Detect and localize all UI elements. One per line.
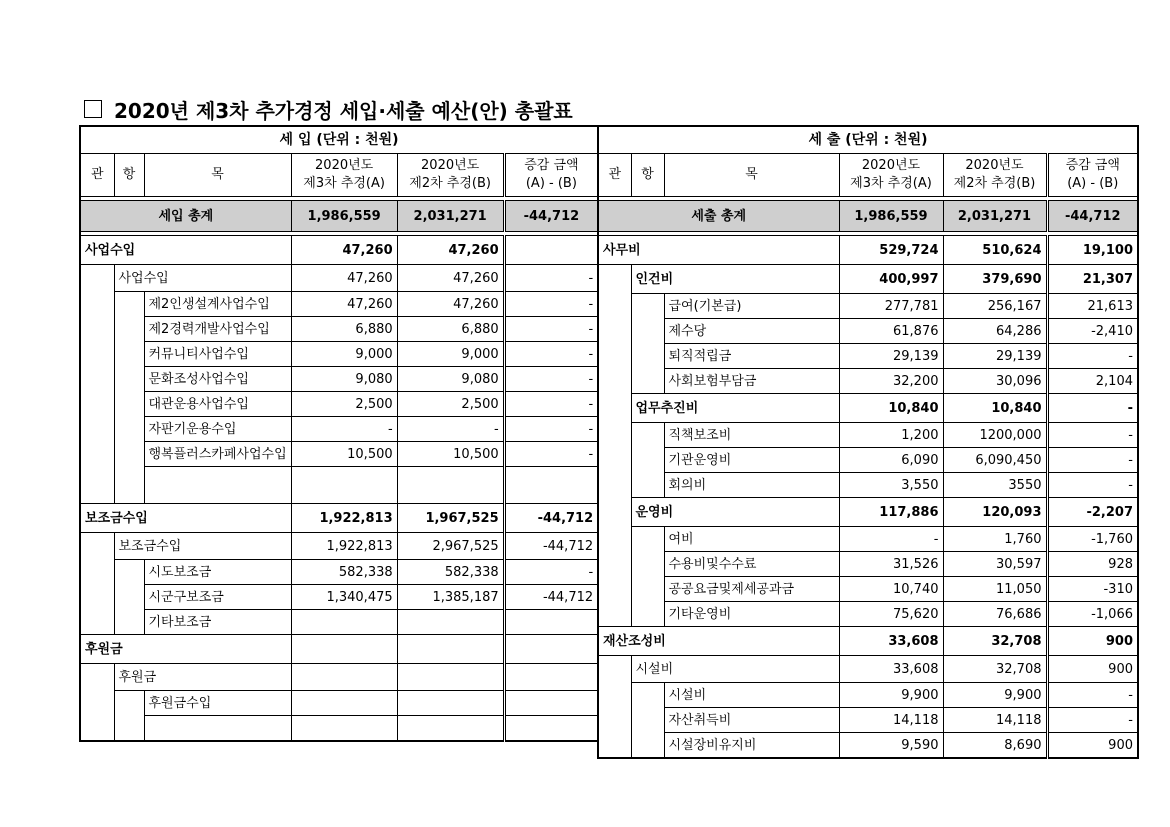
col-mok: 목 — [664, 154, 839, 197]
hang-label: 시설비 — [631, 656, 839, 683]
mok-label: 시설장비유지비 — [664, 733, 839, 759]
value-c: 928 — [1047, 552, 1138, 577]
indent-cell — [80, 392, 114, 417]
expense-row — [598, 319, 1138, 344]
indent-cell — [598, 369, 631, 394]
value-a: 117,886 — [839, 498, 943, 527]
value-a: 31,526 — [839, 552, 943, 577]
indent-cell — [631, 344, 664, 369]
value-b: 8,690 — [943, 733, 1047, 759]
value-a: 10,500 — [291, 442, 397, 467]
value-a: 1,340,475 — [291, 585, 397, 610]
value-a: 61,876 — [839, 319, 943, 344]
value-a: - — [291, 417, 397, 442]
expense-row — [598, 236, 1138, 265]
col-a-line1: 2020년도 — [861, 158, 921, 174]
value-b: 2,500 — [397, 392, 504, 417]
indent-cell — [631, 423, 664, 448]
indent-cell — [631, 294, 664, 319]
value-c: 21,613 — [1047, 294, 1138, 319]
income-row — [80, 504, 598, 533]
value-b: 1,967,525 — [397, 504, 504, 533]
value-b: 1,760 — [943, 527, 1047, 552]
income-total-a: 1,986,559 — [291, 201, 397, 232]
mok-label: 퇴직적립금 — [664, 344, 839, 369]
mok-label: 대관운용사업수입 — [144, 392, 291, 417]
value-b — [397, 716, 504, 742]
income-total-b: 2,031,271 — [397, 201, 504, 232]
value-b: 6,090,450 — [943, 448, 1047, 473]
value-b: 6,880 — [397, 317, 504, 342]
value-b: 47,260 — [397, 292, 504, 317]
hang-label: 운영비 — [631, 498, 839, 527]
value-b: 11,050 — [943, 577, 1047, 602]
value-c: -44,712 — [504, 533, 598, 560]
value-c: - — [1047, 473, 1138, 498]
value-c: - — [1047, 394, 1138, 423]
value-b: 10,840 — [943, 394, 1047, 423]
value-a: 1,922,813 — [291, 504, 397, 533]
mok-label: 기관운영비 — [664, 448, 839, 473]
value-c: - — [504, 560, 598, 585]
value-b: 29,139 — [943, 344, 1047, 369]
indent-cell — [114, 342, 144, 367]
indent-cell — [598, 683, 631, 708]
expense-row — [598, 733, 1138, 759]
value-a: 529,724 — [839, 236, 943, 265]
indent-cell — [631, 683, 664, 708]
value-b: 76,686 — [943, 602, 1047, 627]
value-b: 32,708 — [943, 656, 1047, 683]
col-b-line2: 제2차 추경(B) — [953, 176, 1036, 191]
mok-label: 자산취득비 — [664, 708, 839, 733]
income-row — [80, 292, 598, 317]
value-c: - — [504, 342, 598, 367]
value-c — [504, 716, 598, 742]
col-c-line1: 증감 금액 — [524, 158, 579, 174]
indent-cell — [598, 656, 631, 683]
income-row — [80, 664, 598, 691]
income-row — [80, 467, 598, 504]
income-row — [80, 560, 598, 585]
hang-label: 보조금수입 — [114, 533, 291, 560]
indent-cell — [80, 265, 114, 292]
mok-label: 급여(기본급) — [664, 294, 839, 319]
indent-cell — [631, 448, 664, 473]
mok-label: 문화조성사업수입 — [144, 367, 291, 392]
income-row — [80, 392, 598, 417]
value-a — [291, 635, 397, 664]
value-c: 21,307 — [1047, 265, 1138, 294]
indent-cell — [631, 552, 664, 577]
value-c: - — [1047, 344, 1138, 369]
indent-cell — [114, 585, 144, 610]
income-row — [80, 691, 598, 716]
value-b: 3550 — [943, 473, 1047, 498]
value-a: 2,500 — [291, 392, 397, 417]
value-b: 120,093 — [943, 498, 1047, 527]
mok-label — [144, 467, 291, 504]
page-title — [84, 94, 573, 124]
mok-label: 제2경력개발사업수입 — [144, 317, 291, 342]
expense-row — [598, 394, 1138, 423]
indent-cell — [80, 585, 114, 610]
indent-cell — [631, 369, 664, 394]
col-c — [504, 154, 598, 197]
indent-cell — [80, 467, 114, 504]
indent-cell — [598, 577, 631, 602]
value-a — [291, 691, 397, 716]
value-a — [291, 664, 397, 691]
value-c: - — [1047, 448, 1138, 473]
mok-label: 제수당 — [664, 319, 839, 344]
value-b: 1200,000 — [943, 423, 1047, 448]
gwan-label: 사무비 — [598, 236, 839, 265]
value-c: - — [504, 392, 598, 417]
value-c: 900 — [1047, 627, 1138, 656]
value-a — [291, 467, 397, 504]
indent-cell — [114, 292, 144, 317]
income-row — [80, 635, 598, 664]
mok-label: 기타운영비 — [664, 602, 839, 627]
indent-cell — [598, 733, 631, 759]
expense-row — [598, 627, 1138, 656]
indent-cell — [80, 691, 114, 716]
col-b — [397, 154, 504, 197]
value-b: 582,338 — [397, 560, 504, 585]
expense-row — [598, 369, 1138, 394]
indent-cell — [114, 467, 144, 504]
value-a: 32,200 — [839, 369, 943, 394]
income-row — [80, 236, 598, 265]
income-row — [80, 417, 598, 442]
value-a: 3,550 — [839, 473, 943, 498]
expense-table — [597, 125, 1139, 759]
expense-total-b: 2,031,271 — [943, 201, 1047, 232]
value-c — [504, 236, 598, 265]
value-a: 33,608 — [839, 656, 943, 683]
col-hang: 항 — [631, 154, 664, 197]
expense-total-a: 1,986,559 — [839, 201, 943, 232]
indent-cell — [114, 442, 144, 467]
income-row — [80, 265, 598, 292]
indent-cell — [114, 392, 144, 417]
value-c: - — [1047, 683, 1138, 708]
value-b: 9,000 — [397, 342, 504, 367]
indent-cell — [598, 473, 631, 498]
income-row — [80, 442, 598, 467]
income-row — [80, 533, 598, 560]
income-row — [80, 716, 598, 742]
gwan-label: 후원금 — [80, 635, 291, 664]
value-c — [504, 610, 598, 635]
col-c-line2: (A) - (B) — [525, 176, 577, 191]
col-a-line1: 2020년도 — [315, 158, 374, 174]
value-a: 9,900 — [839, 683, 943, 708]
gwan-label: 보조금수입 — [80, 504, 291, 533]
indent-cell — [80, 292, 114, 317]
expense-row — [598, 473, 1138, 498]
col-c — [1047, 154, 1138, 197]
value-c: - — [1047, 708, 1138, 733]
value-b: 379,690 — [943, 265, 1047, 294]
mok-label: 직책보조비 — [664, 423, 839, 448]
value-a — [291, 716, 397, 742]
value-b: 1,385,187 — [397, 585, 504, 610]
mok-label: 시설비 — [664, 683, 839, 708]
indent-cell — [598, 423, 631, 448]
indent-cell — [80, 317, 114, 342]
value-b: 14,118 — [943, 708, 1047, 733]
indent-cell — [631, 708, 664, 733]
value-c — [504, 635, 598, 664]
expense-row — [598, 448, 1138, 473]
income-row — [80, 585, 598, 610]
indent-cell — [114, 317, 144, 342]
indent-cell — [598, 265, 631, 294]
value-b: 9,080 — [397, 367, 504, 392]
value-c: 19,100 — [1047, 236, 1138, 265]
value-b — [397, 610, 504, 635]
value-a: 9,000 — [291, 342, 397, 367]
value-b: 30,096 — [943, 369, 1047, 394]
income-table — [79, 125, 599, 742]
expense-row — [598, 423, 1138, 448]
value-b: 256,167 — [943, 294, 1047, 319]
value-c: - — [504, 292, 598, 317]
indent-cell — [598, 552, 631, 577]
indent-cell — [80, 367, 114, 392]
mok-label: 제2인생설계사업수입 — [144, 292, 291, 317]
value-b: 9,900 — [943, 683, 1047, 708]
col-mok: 목 — [144, 154, 291, 197]
mok-label: 커뮤니티사업수입 — [144, 342, 291, 367]
indent-cell — [80, 560, 114, 585]
value-b — [397, 467, 504, 504]
expense-row — [598, 498, 1138, 527]
col-b — [943, 154, 1047, 197]
indent-cell — [598, 448, 631, 473]
value-a: 14,118 — [839, 708, 943, 733]
value-c: -44,712 — [504, 585, 598, 610]
value-b: 32,708 — [943, 627, 1047, 656]
col-a-line2: 제3차 추경(A) — [303, 176, 385, 191]
value-c — [504, 664, 598, 691]
indent-cell — [631, 733, 664, 759]
value-a: 582,338 — [291, 560, 397, 585]
indent-cell — [631, 527, 664, 552]
value-c: -2,207 — [1047, 498, 1138, 527]
value-b — [397, 664, 504, 691]
value-b — [397, 635, 504, 664]
col-gwan: 관 — [598, 154, 631, 197]
indent-cell — [80, 342, 114, 367]
hang-label: 후원금 — [114, 664, 291, 691]
value-b — [397, 691, 504, 716]
value-b: 64,286 — [943, 319, 1047, 344]
indent-cell — [598, 344, 631, 369]
value-c: - — [1047, 423, 1138, 448]
col-b-line1: 2020년도 — [421, 158, 480, 174]
mok-label: 회의비 — [664, 473, 839, 498]
mok-label: 시군구보조금 — [144, 585, 291, 610]
income-total-label: 세입 총계 — [80, 201, 291, 232]
expense-row — [598, 708, 1138, 733]
indent-cell — [114, 691, 144, 716]
expense-row — [598, 602, 1138, 627]
value-a: 75,620 — [839, 602, 943, 627]
value-c: - — [504, 442, 598, 467]
value-c: - — [504, 367, 598, 392]
indent-cell — [598, 498, 631, 527]
mok-label: 수용비및수수료 — [664, 552, 839, 577]
checkbox-icon — [84, 100, 102, 118]
value-b: 30,597 — [943, 552, 1047, 577]
mok-label: 공공요금및제세공과금 — [664, 577, 839, 602]
expense-row — [598, 527, 1138, 552]
gwan-label: 사업수입 — [80, 236, 291, 265]
value-c: 900 — [1047, 733, 1138, 759]
value-c: 900 — [1047, 656, 1138, 683]
hang-label: 사업수입 — [114, 265, 291, 292]
value-c: 2,104 — [1047, 369, 1138, 394]
col-b-line2: 제2차 추경(B) — [409, 176, 491, 191]
value-c: -2,410 — [1047, 319, 1138, 344]
col-c-line2: (A) - (B) — [1067, 176, 1119, 191]
expense-section-header: 세 출 (단위 : 천원) — [598, 126, 1138, 154]
expense-row — [598, 294, 1138, 319]
value-c: -310 — [1047, 577, 1138, 602]
expense-row — [598, 265, 1138, 294]
value-c: -1,760 — [1047, 527, 1138, 552]
indent-cell — [631, 602, 664, 627]
value-a: 47,260 — [291, 292, 397, 317]
gwan-label: 재산조성비 — [598, 627, 839, 656]
value-a: 400,997 — [839, 265, 943, 294]
indent-cell — [631, 473, 664, 498]
indent-cell — [598, 527, 631, 552]
value-a: 10,740 — [839, 577, 943, 602]
indent-cell — [80, 442, 114, 467]
col-a — [839, 154, 943, 197]
indent-cell — [598, 708, 631, 733]
value-b: 510,624 — [943, 236, 1047, 265]
mok-label: 사회보험부담금 — [664, 369, 839, 394]
mok-label: 여비 — [664, 527, 839, 552]
col-hang: 항 — [114, 154, 144, 197]
income-total-c: -44,712 — [504, 201, 598, 232]
value-b: 47,260 — [397, 265, 504, 292]
indent-cell — [80, 664, 114, 691]
indent-cell — [598, 319, 631, 344]
col-c-line1: 증감 금액 — [1065, 158, 1120, 174]
indent-cell — [598, 394, 631, 423]
mok-label: 기타보조금 — [144, 610, 291, 635]
mok-label: 자판기운용수입 — [144, 417, 291, 442]
value-a: 9,080 — [291, 367, 397, 392]
value-c: -1,066 — [1047, 602, 1138, 627]
indent-cell — [114, 716, 144, 742]
indent-cell — [631, 577, 664, 602]
value-c: -44,712 — [504, 504, 598, 533]
value-a: 10,840 — [839, 394, 943, 423]
expense-row — [598, 683, 1138, 708]
expense-row — [598, 577, 1138, 602]
indent-cell — [114, 367, 144, 392]
indent-cell — [80, 533, 114, 560]
expense-row — [598, 344, 1138, 369]
value-a: 47,260 — [291, 236, 397, 265]
mok-label: 후원금수입 — [144, 691, 291, 716]
value-a: 1,200 — [839, 423, 943, 448]
value-c: - — [504, 265, 598, 292]
hang-label: 업무추진비 — [631, 394, 839, 423]
expense-row — [598, 552, 1138, 577]
mok-label — [144, 716, 291, 742]
value-a — [291, 610, 397, 635]
value-c: - — [504, 317, 598, 342]
hang-label: 인건비 — [631, 265, 839, 294]
indent-cell — [80, 417, 114, 442]
mok-label: 시도보조금 — [144, 560, 291, 585]
expense-total-c: -44,712 — [1047, 201, 1138, 232]
value-b: 2,967,525 — [397, 533, 504, 560]
value-c: - — [504, 417, 598, 442]
value-a: 29,139 — [839, 344, 943, 369]
value-a: - — [839, 527, 943, 552]
indent-cell — [631, 319, 664, 344]
value-c — [504, 691, 598, 716]
value-b: 47,260 — [397, 236, 504, 265]
income-section-header: 세 입 (단위 : 천원) — [80, 126, 598, 154]
mok-label: 행복플러스카페사업수입 — [144, 442, 291, 467]
income-row — [80, 342, 598, 367]
value-a: 6,090 — [839, 448, 943, 473]
indent-cell — [598, 602, 631, 627]
indent-cell — [114, 417, 144, 442]
value-a: 33,608 — [839, 627, 943, 656]
value-a: 1,922,813 — [291, 533, 397, 560]
col-b-line1: 2020년도 — [965, 158, 1024, 174]
value-a: 6,880 — [291, 317, 397, 342]
indent-cell — [114, 560, 144, 585]
col-a — [291, 154, 397, 197]
value-a: 47,260 — [291, 265, 397, 292]
income-row — [80, 317, 598, 342]
value-a: 9,590 — [839, 733, 943, 759]
indent-cell — [598, 294, 631, 319]
income-row — [80, 367, 598, 392]
expense-row — [598, 656, 1138, 683]
value-b: 10,500 — [397, 442, 504, 467]
indent-cell — [114, 610, 144, 635]
indent-cell — [80, 610, 114, 635]
income-row — [80, 610, 598, 635]
col-gwan: 관 — [80, 154, 114, 197]
value-c — [504, 467, 598, 504]
col-a-line2: 제3차 추경(A) — [850, 176, 932, 191]
value-a: 277,781 — [839, 294, 943, 319]
expense-total-label: 세출 총계 — [598, 201, 839, 232]
page-title-text: 2020년 제3차 추가경정 세입·세출 예산(안) 총괄표 — [114, 98, 573, 123]
indent-cell — [80, 716, 114, 742]
value-b: - — [397, 417, 504, 442]
